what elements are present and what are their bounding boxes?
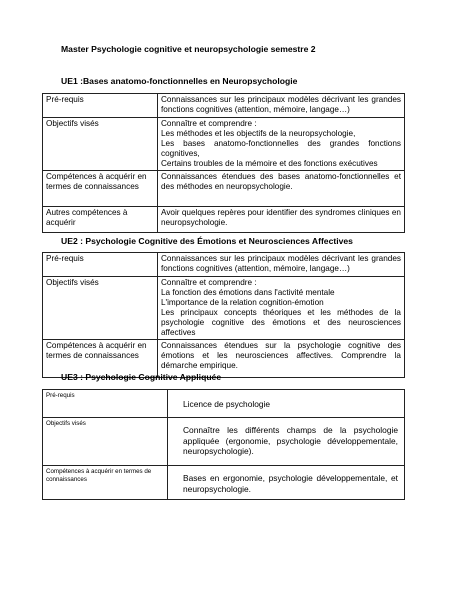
content-line: Connaissances sur les principaux modèles décrivant les grandes fonctions cognitives (attention, mémoire, langage…) [161,95,401,114]
content-line: Les méthodes et les objectifs de la neuropsychologie, [161,129,356,138]
content-line: Connaître et comprendre : [161,119,257,128]
row-content [168,418,405,466]
content-line: Connaissances sur les principaux modèles décrivant les grandes fonctions cognitives (attention, mémoire, langage…) [161,254,401,273]
row-content [158,171,405,207]
row-label: Objectifs visés [43,118,158,171]
content-line: Connaître et comprendre : [161,278,257,287]
row-content [168,390,405,418]
content-line: Connaissances étendues des bases anatomo-fonctionnelles et des méthodes en neuropsychologie. [161,172,401,191]
row-content [158,94,405,118]
ue2-table [42,252,405,378]
content-line: L'importance de la relation cognition-émotion [161,298,324,307]
table-row [43,253,405,277]
table-row [43,390,405,418]
row-label: Pré-requis [43,94,158,118]
row-content [158,253,405,277]
ue3-table [42,389,405,500]
ue3-heading: UE3 : Psychologie Cognitive Appliquée [61,372,222,382]
row-content [158,277,405,340]
row-label: Pré-requis [43,253,158,277]
row-label: Compétences à acquérir en termes de connaissances [43,340,158,378]
row-label: Compétences à acquérir en termes de connaissances [43,171,158,207]
row-content [158,207,405,233]
ue2-heading: UE2 : Psychologie Cognitive des Émotions et Neurosciences Affectives [61,236,353,246]
ue1-heading: UE1 :Bases anatomo-fonctionnelles en Neuropsychologie [61,76,298,86]
row-content [158,118,405,171]
content-line: Certains troubles de la mémoire et des fonctions exécutives [161,159,378,168]
content-line: Bases en ergonomie, psychologie développementale, et neuropsychologie. [183,473,398,494]
table-row [43,277,405,340]
table-row [43,207,405,233]
table-row [43,118,405,171]
row-label: Autres compétences à acquérir [43,207,158,233]
row-label: Objectifs visés [43,418,168,466]
table-row [43,466,405,500]
table-row [43,418,405,466]
content-line: Connaissances étendues sur la psychologie cognitive des émotions et les neurosciences affectives. Comprendre la démarche empirique. [161,341,401,370]
content-line: Les bases anatomo-fonctionnelles des grandes fonctions cognitives, [161,139,401,158]
table-row [43,171,405,207]
content-line: Licence de psychologie [183,399,271,409]
content-line: Avoir quelques repères pour identifier des syndromes cliniques en neuropsychologie. [161,208,401,227]
content-line: Les principaux concepts théoriques et les méthodes de la psychologie cognitive des émotions et des neurosciences affectives [161,308,401,337]
row-content [168,466,405,500]
ue1-table [42,93,405,233]
content-line: Connaître les différents champs de la psychologie appliquée (ergonomie, psychologie développementale, neuropsychologie). [183,425,398,456]
row-label: Objectifs visés [43,277,158,340]
row-label: Pré-requis [43,390,168,418]
table-row [43,94,405,118]
document-title: Master Psychologie cognitive et neuropsychologie semestre 2 [61,44,316,54]
content-line: La fonction des émotions dans l'activité mentale [161,288,335,297]
row-label: Compétences à acquérir en termes de connaissances [43,466,168,500]
